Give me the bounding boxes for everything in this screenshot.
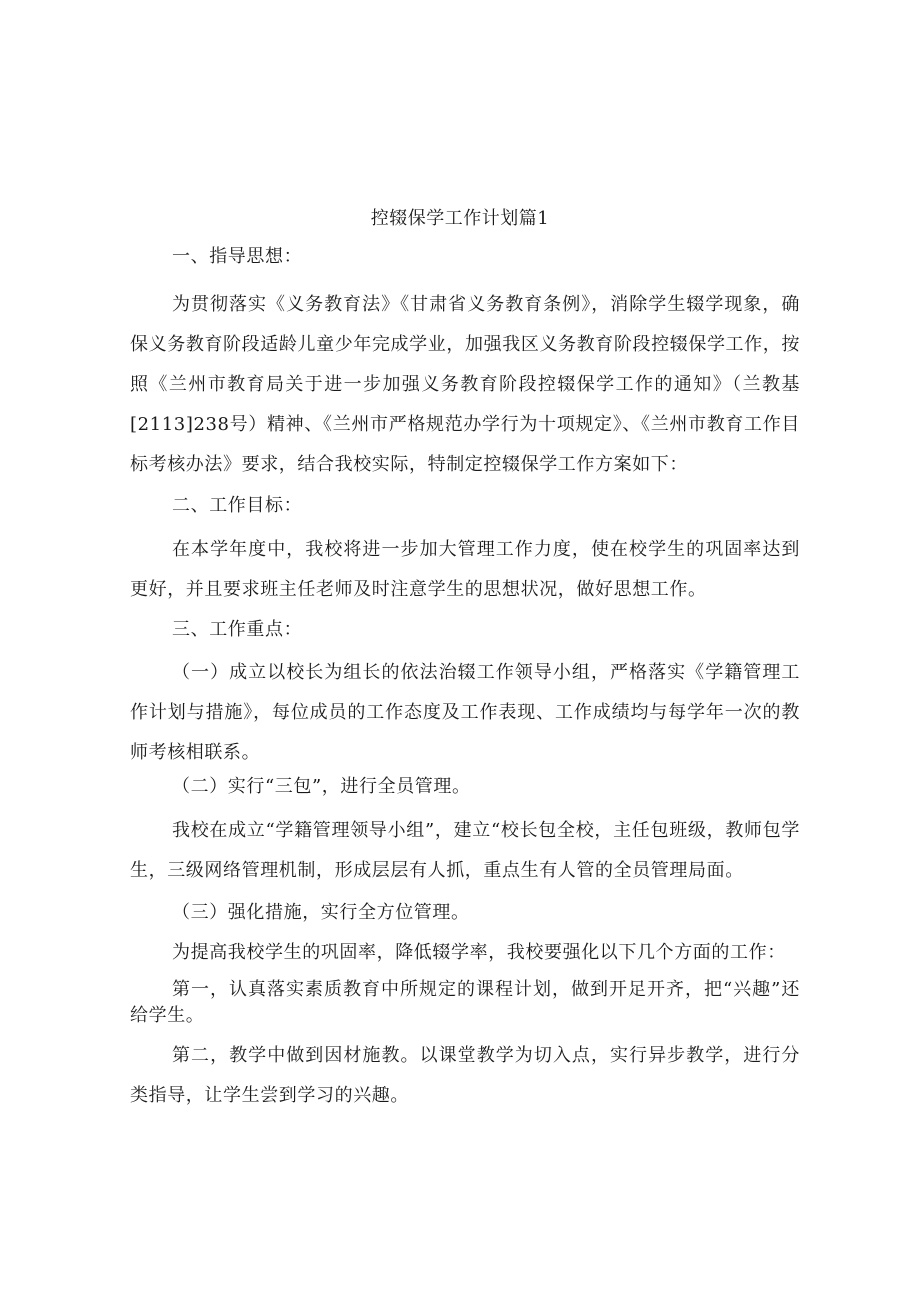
section-heading-work-goal bbox=[130, 493, 800, 519]
paragraph-measure-1 bbox=[130, 977, 800, 1029]
section-heading-text: 二、工作目标： bbox=[172, 495, 303, 516]
paragraph-text: 在本学年度中，我校将进一步加大管理工作力度，使在校学生的巩固率达到更好，并且要求班主任老师及时注意学生的思想状况，做好思想工作。 bbox=[130, 539, 800, 600]
paragraph-work-goal bbox=[130, 530, 800, 610]
subheading-text: （三）强化措施，实行全方位管理。 bbox=[172, 902, 470, 923]
subheading-point-2 bbox=[130, 774, 800, 800]
subheading-point-3 bbox=[130, 900, 800, 926]
paragraph-text: 第二，教学中做到因材施教。以课堂教学为切入点，实行异步教学，进行分类指导，让学生尝到学习的兴趣。 bbox=[130, 1045, 800, 1106]
paragraph-text: 第一，认真落实素质教育中所规定的课程计划，做到开足开齐，把“兴趣”还给学生。 bbox=[130, 979, 800, 1026]
paragraph-point-3-intro bbox=[130, 940, 800, 966]
paragraph-text: 为贯彻落实《义务教育法》《甘肃省义务教育条例》，消除学生辍学现象，确保义务教育阶段适龄儿童少年完成学业，加强我区义务教育阶段控辍保学工作，按照《兰州市教育局关于进一步加强义务教育阶段控辍保学工作的通知》（兰教基[2113]238号）精神、《兰州市严格规范办学行为十项规定》、《兰州市教育工作目标考核办法》要求，结合我校实际，特制定控辍保学工作方案如下： bbox=[130, 294, 800, 475]
paragraph-text: 我校在成立“学籍管理领导小组”，建立“校长包全校，主任包班级，教师包学生，三级网络管理机制，形成层层有人抓，重点生有人管的全员管理局面。 bbox=[130, 820, 800, 881]
subheading-text: （二）实行“三包”，进行全员管理。 bbox=[172, 776, 471, 797]
paragraph-point-1 bbox=[130, 653, 800, 773]
paragraph-point-2 bbox=[130, 811, 800, 891]
section-heading-guiding-thought bbox=[130, 244, 800, 270]
paragraph-measure-2 bbox=[130, 1036, 800, 1116]
document-title: 控辍保学工作计划篇1 bbox=[370, 208, 550, 229]
section-heading-work-focus bbox=[130, 617, 800, 643]
paragraph-text: （一）成立以校长为组长的依法治辍工作领导小组，严格落实《学籍管理工作计划与措施》，每位成员的工作态度及工作表现、工作成绩均与每学年一次的教师考核相联系。 bbox=[130, 662, 800, 763]
section-heading-text: 一、指导思想： bbox=[172, 246, 303, 267]
section-heading-text: 三、工作重点： bbox=[172, 619, 303, 640]
paragraph-text: 为提高我校学生的巩固率，降低辍学率，我校要强化以下几个方面的工作： bbox=[172, 942, 786, 963]
paragraph-guiding-thought bbox=[130, 285, 800, 485]
